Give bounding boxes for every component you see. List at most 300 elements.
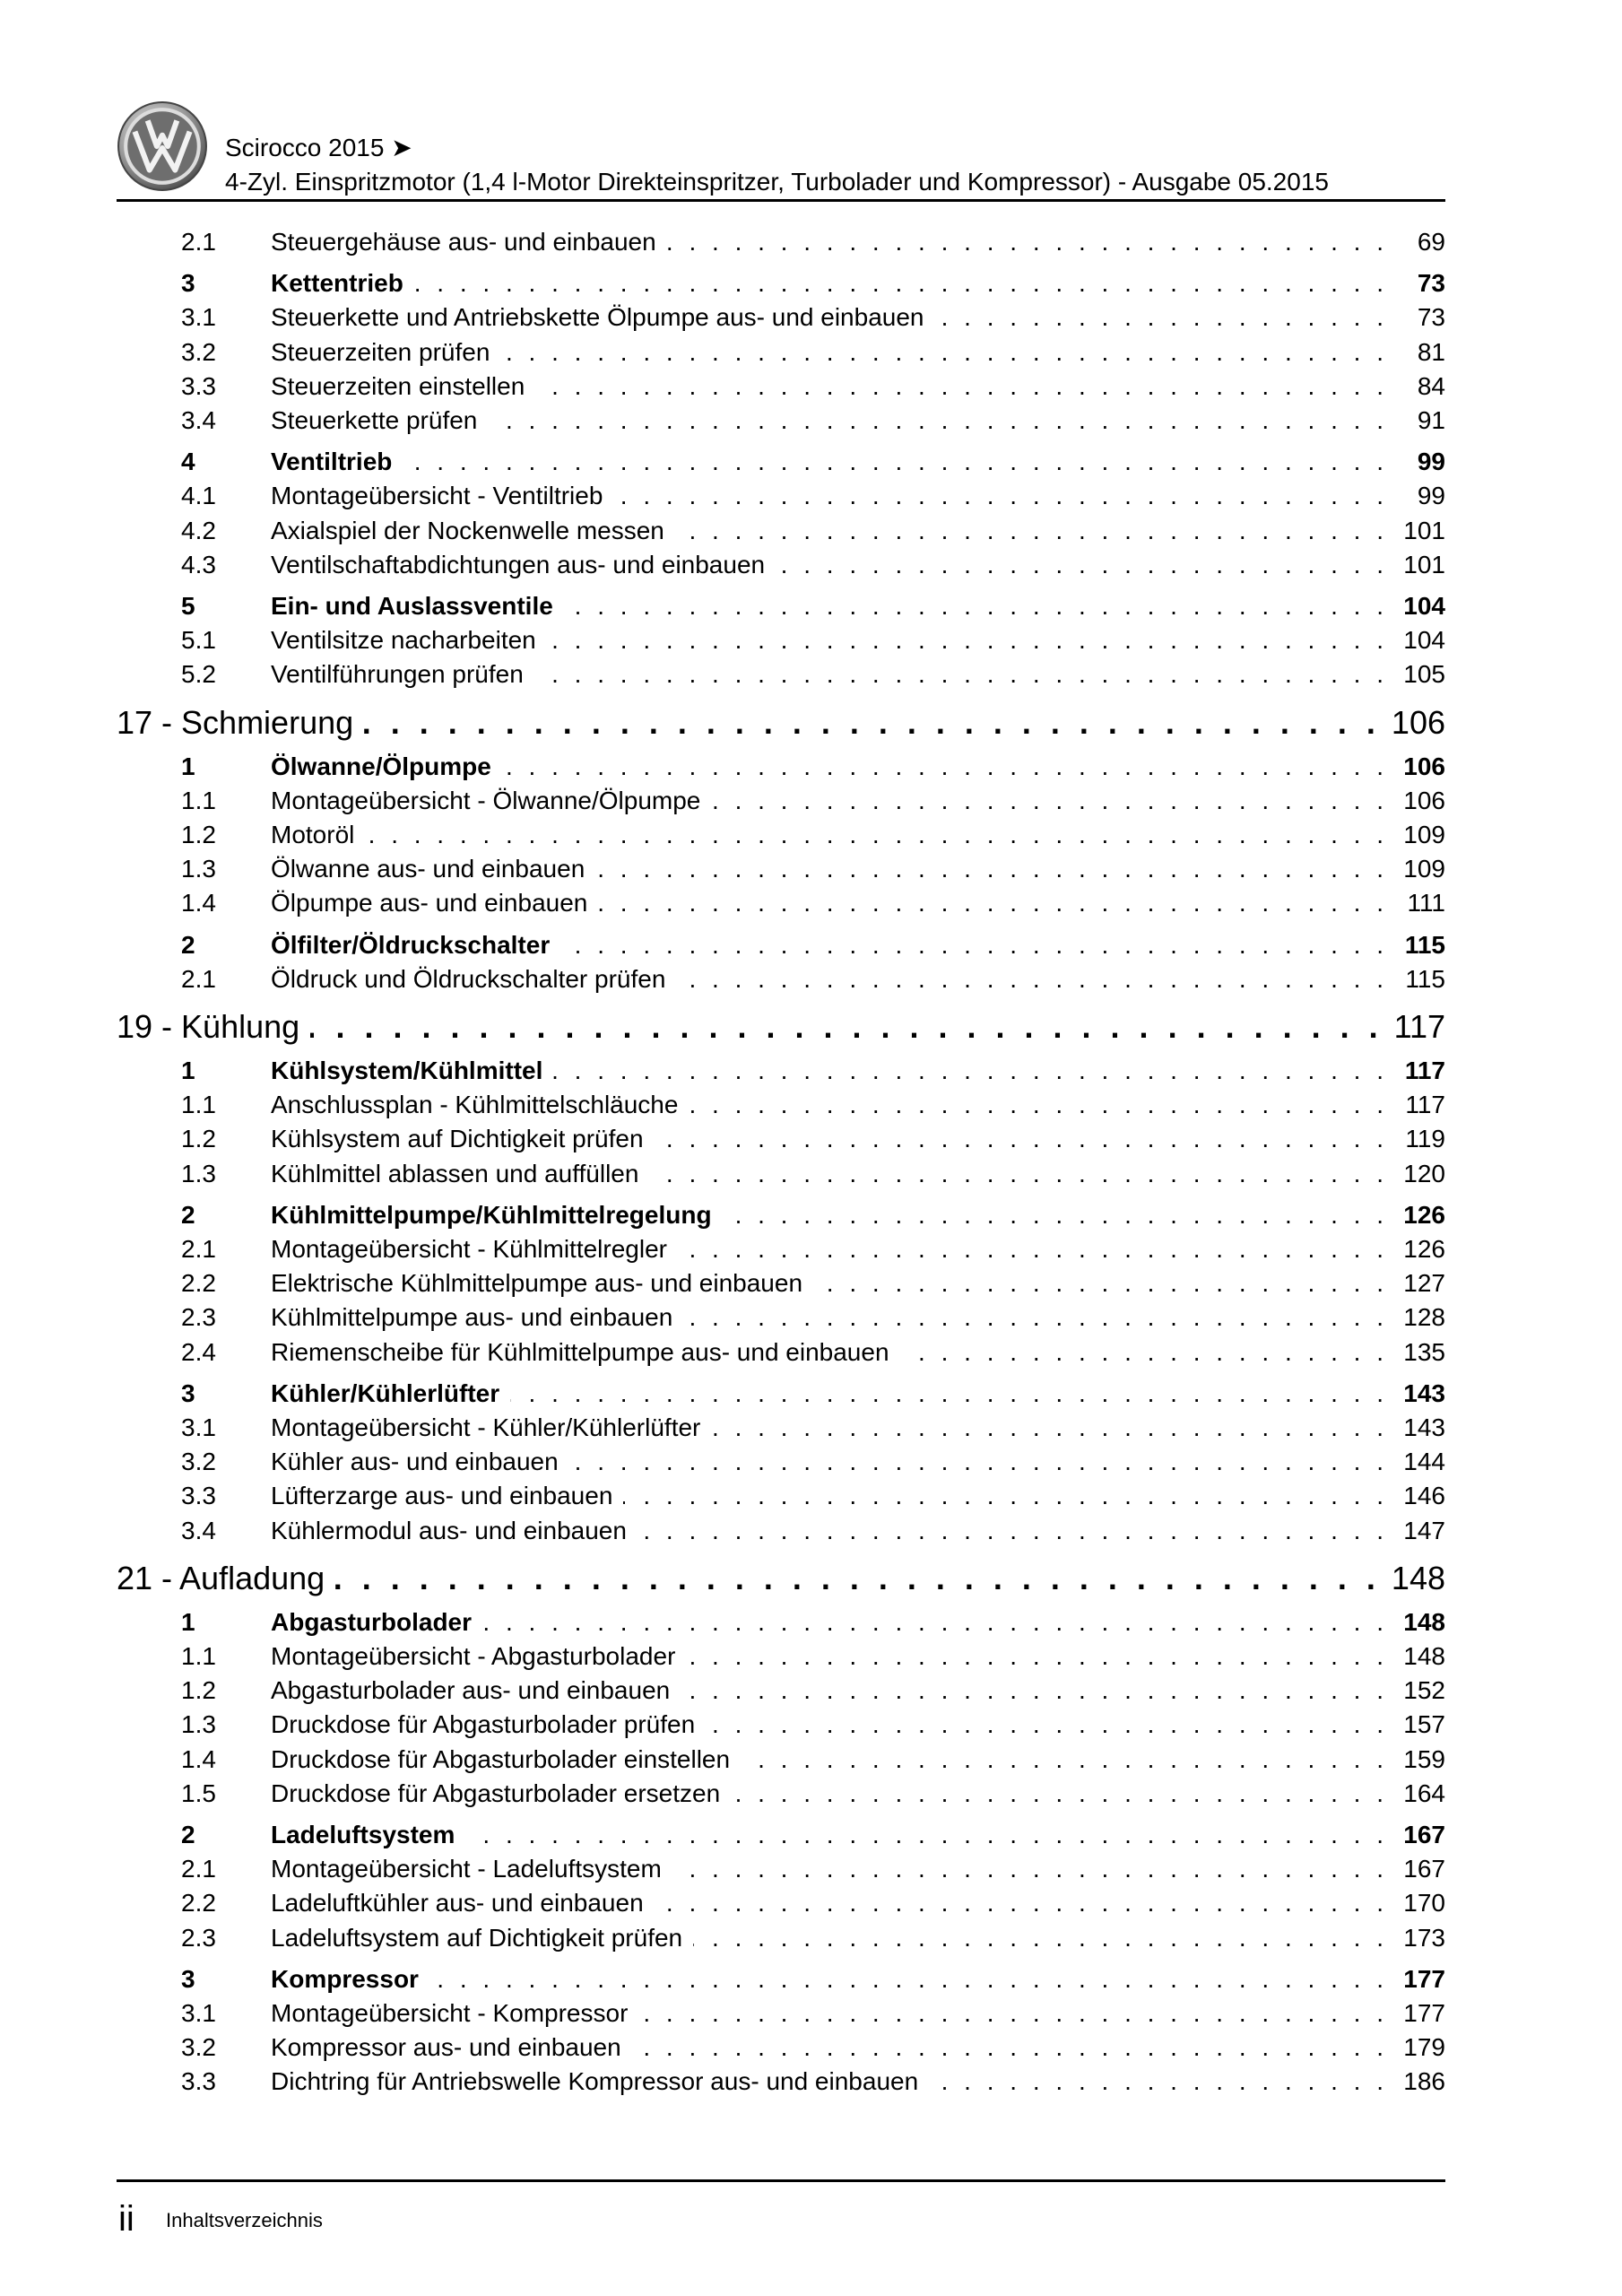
toc-title: Motoröl	[271, 821, 355, 848]
toc-entry[interactable]	[0, 1744, 1622, 1776]
toc-number: 5.1	[181, 626, 216, 655]
toc-number: 3.2	[181, 2033, 216, 2062]
toc-dot-leader	[678, 1233, 1388, 1265]
toc-title: Ölpumpe aus- und einbauen	[271, 889, 588, 918]
toc-page-number: 148	[1391, 1559, 1445, 1596]
toc-leader-line	[271, 1199, 1445, 1231]
toc-number: 1.2	[181, 1676, 216, 1705]
toc-page-number: 128	[1403, 1303, 1445, 1332]
toc-number: 2	[181, 1821, 195, 1848]
toc-entry[interactable]	[0, 1922, 1622, 1954]
toc-entry[interactable]	[0, 819, 1622, 851]
toc-number: 4.2	[181, 516, 216, 544]
toc-number: 3	[181, 269, 195, 298]
toc-page-number: 179	[1403, 2033, 1445, 2062]
toc-title: Montageübersicht - Ölwanne/Ölpumpe	[271, 786, 701, 814]
toc-dot-leader	[935, 301, 1389, 334]
toc-title: Ventilführungen prüfen	[271, 660, 524, 689]
toc-leader-line	[271, 549, 1445, 581]
toc-title: Steuerkette prüfen	[271, 406, 478, 434]
footer-label: Inhaltsverzeichnis	[166, 2209, 323, 2231]
toc-page-number: 73	[1417, 269, 1445, 298]
toc-page-number: 81	[1417, 337, 1445, 366]
toc-page-number: 148	[1403, 1642, 1445, 1670]
toc-leader-line	[271, 751, 1445, 783]
toc-number: 1.3	[181, 1710, 216, 1739]
toc-dot-leader	[638, 1515, 1388, 1547]
toc-page-number: 147	[1403, 1516, 1445, 1544]
toc-leader-line	[271, 1123, 1445, 1155]
toc-page-number: 109	[1403, 821, 1445, 848]
toc-page-number: 101	[1403, 516, 1445, 544]
toc-number: 1.2	[181, 1125, 216, 1153]
toc-leader-line	[271, 1606, 1445, 1639]
toc-page-number: 135	[1403, 1337, 1445, 1366]
toc-leader-line	[271, 963, 1445, 996]
toc-title: Steuerzeiten prüfen	[271, 337, 490, 366]
toc-page-number: 119	[1405, 1125, 1445, 1153]
toc-leader-line	[271, 1887, 1445, 1919]
toc-entry[interactable]	[0, 853, 1622, 885]
toc-dot-leader	[564, 590, 1388, 622]
toc-leader-line	[271, 1336, 1445, 1369]
toc-page-number: 104	[1403, 592, 1445, 620]
toc-title: Kettentrieb	[271, 269, 403, 298]
toc-dot-leader	[813, 1267, 1388, 1300]
toc-page-number: 84	[1417, 371, 1445, 400]
toc-title: Ölwanne/Ölpumpe	[271, 752, 491, 780]
toc-title: Montageübersicht - Kühlmittelregler	[271, 1235, 667, 1263]
toc-title: Druckdose für Abgasturbolader prüfen	[271, 1710, 696, 1739]
toc-leader-line	[271, 226, 1445, 258]
toc-number: 3.1	[181, 1413, 216, 1441]
toc-title: Steuerkette und Antriebskette Ölpumpe aus- und einbauen	[271, 303, 924, 332]
toc-section[interactable]	[0, 1819, 1622, 1851]
toc-leader-line	[271, 785, 1445, 817]
toc-number: 2.3	[181, 1303, 216, 1332]
toc-page-number: 126	[1403, 1200, 1445, 1229]
toc-dot-leader	[676, 963, 1388, 996]
toc-page-number: 117	[1405, 1091, 1445, 1119]
toc-title: Kühlsystem/Kühlmittel	[271, 1057, 543, 1084]
toc-title: 21 - Aufladung	[117, 1559, 325, 1596]
toc-page-number: 148	[1403, 1607, 1445, 1636]
toc-number: 1.3	[181, 855, 216, 883]
toc-number: 2.1	[181, 228, 216, 256]
toc-number: 1.5	[181, 1779, 216, 1807]
toc-leader-line	[271, 1778, 1445, 1810]
toc-leader-line	[271, 1446, 1445, 1478]
toc-title: Kühler aus- und einbauen	[271, 1448, 559, 1476]
toc-dot-leader	[553, 1055, 1388, 1087]
toc-number: 1.4	[181, 889, 216, 918]
toc-title: Ventilsitze nacharbeiten	[271, 626, 536, 655]
toc-dot-leader	[310, 1006, 1383, 1048]
toc-section[interactable]	[0, 1199, 1622, 1231]
toc-leader-line	[271, 1267, 1445, 1300]
toc-dot-leader	[500, 336, 1388, 369]
toc-title: Öldruck und Öldruckschalter prüfen	[271, 964, 666, 993]
toc-page-number: 177	[1403, 1964, 1445, 1993]
toc-leader-line	[271, 1640, 1445, 1673]
toc-entry[interactable]	[0, 1267, 1622, 1300]
toc-entry[interactable]	[0, 1853, 1622, 1885]
toc-leader-line	[271, 929, 1445, 961]
toc-leader-line	[271, 404, 1445, 437]
toc-entry[interactable]	[0, 1709, 1622, 1741]
toc-leader-line	[271, 1301, 1445, 1334]
toc-entry[interactable]	[0, 515, 1622, 547]
toc-title: Kühlmittelpumpe/Kühlmittelregelung	[271, 1200, 712, 1229]
toc-leader-line	[271, 1997, 1445, 2030]
toc-page-number: 106	[1403, 786, 1445, 814]
toc-dot-leader	[632, 2031, 1388, 2064]
toc-dot-leader	[900, 1336, 1388, 1369]
toc-title: 17 - Schmierung	[117, 703, 354, 741]
toc-leader-line	[271, 2066, 1445, 2098]
toc-dot-leader	[623, 1480, 1388, 1512]
toc-leader-line	[271, 370, 1445, 403]
toc-dot-leader	[686, 1640, 1388, 1673]
toc-leader-line	[271, 624, 1445, 657]
toc-page-number: 177	[1403, 1999, 1445, 2027]
toc-dot-leader	[655, 1123, 1388, 1155]
toc-entry[interactable]	[0, 1674, 1622, 1707]
toc-title: Abgasturbolader	[271, 1607, 473, 1636]
toc-section[interactable]	[0, 929, 1622, 961]
toc-number: 4.3	[181, 550, 216, 578]
toc-page-number: 167	[1403, 1821, 1445, 1848]
toc-number: 3.2	[181, 337, 216, 366]
toc-page-number: 73	[1417, 303, 1445, 332]
toc-dot-leader	[667, 226, 1388, 258]
toc-leader-line	[271, 853, 1445, 885]
toc-number: 3.2	[181, 1448, 216, 1476]
toc-number: 2.3	[181, 1923, 216, 1952]
toc-dot-leader	[655, 1887, 1388, 1919]
toc-dot-leader	[502, 751, 1388, 783]
toc-number: 3	[181, 1378, 195, 1407]
footer-page-number: ii	[118, 2199, 134, 2239]
toc-title: Druckdose für Abgasturbolader einstellen	[271, 1744, 731, 1773]
toc-number: 4.1	[181, 482, 216, 510]
toc-leader-line	[271, 1819, 1445, 1851]
toc-title: Ölwanne aus- und einbauen	[271, 855, 585, 883]
toc-title: Steuergehäuse aus- und einbauen	[271, 228, 656, 256]
toc-leader-line	[271, 887, 1445, 919]
toc-section[interactable]	[0, 751, 1622, 783]
toc-number: 1.1	[181, 1642, 216, 1670]
toc-section[interactable]	[0, 1963, 1622, 1996]
toc-section[interactable]	[0, 1055, 1622, 1087]
toc-title: 19 - Kühlung	[117, 1008, 300, 1045]
toc-entry[interactable]	[0, 1123, 1622, 1155]
toc-entry[interactable]	[0, 1301, 1622, 1334]
toc-dot-leader	[613, 480, 1388, 512]
toc-entry[interactable]	[0, 1480, 1622, 1512]
toc-title: Montageübersicht - Ventiltrieb	[271, 482, 603, 510]
toc-entry[interactable]	[0, 1640, 1622, 1673]
toc-leader-line	[271, 1709, 1445, 1741]
toc-page-number: 99	[1417, 482, 1445, 510]
toc-number: 2.1	[181, 1235, 216, 1263]
toc-number: 5	[181, 592, 195, 620]
toc-dot-leader	[693, 1922, 1388, 1954]
toc-leader-line	[117, 1006, 1445, 1048]
toc-entry[interactable]	[0, 549, 1622, 581]
toc-page-number: 99	[1417, 448, 1445, 476]
toc-dot-leader	[595, 853, 1388, 885]
toc-title: Ladeluftsystem	[271, 1821, 455, 1848]
toc-entry[interactable]	[0, 1336, 1622, 1369]
toc-leader-line	[271, 819, 1445, 851]
toc-number: 3.4	[181, 1516, 216, 1544]
toc-leader-line	[271, 446, 1445, 478]
toc-entry[interactable]	[0, 785, 1622, 817]
toc-section[interactable]	[0, 267, 1622, 300]
toc-page-number: 115	[1404, 930, 1445, 959]
toc-page-number: 69	[1417, 228, 1445, 256]
toc-number: 5.2	[181, 660, 216, 689]
toc-dot-leader	[414, 267, 1388, 300]
toc-title: Ein- und Auslassventile	[271, 592, 553, 620]
toc-leader-line	[271, 1055, 1445, 1087]
toc-title: Kühlsystem auf Dichtigkeit prüfen	[271, 1125, 644, 1153]
toc-page-number: 117	[1404, 1057, 1445, 1084]
toc-number: 2	[181, 930, 195, 959]
toc-title: Steuerzeiten einstellen	[271, 371, 525, 400]
toc-page-number: 105	[1403, 660, 1445, 689]
toc-page-number: 104	[1403, 626, 1445, 655]
toc-entry[interactable]	[0, 301, 1622, 334]
toc-section[interactable]	[0, 1606, 1622, 1639]
toc-page-number: 111	[1407, 889, 1445, 918]
toc-page-number: 173	[1403, 1923, 1445, 1952]
toc-title: Montageübersicht - Kühler/Kühlerlüfter	[271, 1413, 701, 1441]
toc-dot-leader	[731, 1778, 1388, 1810]
toc-chapter[interactable]	[0, 702, 1622, 744]
toc-number: 1.1	[181, 1091, 216, 1119]
toc-page-number: 170	[1403, 1889, 1445, 1918]
toc-page-number: 127	[1403, 1269, 1445, 1298]
toc-leader-line	[271, 301, 1445, 334]
toc-leader-line	[271, 1412, 1445, 1444]
toc-entry[interactable]	[0, 1515, 1622, 1547]
toc-entry[interactable]	[0, 1446, 1622, 1478]
vw-logo	[117, 100, 208, 192]
toc-leader-line	[271, 267, 1445, 300]
toc-leader-line	[117, 702, 1445, 744]
toc-dot-leader	[364, 702, 1381, 744]
toc-leader-line	[271, 480, 1445, 512]
toc-number: 3.3	[181, 371, 216, 400]
toc-chapter[interactable]	[0, 1558, 1622, 1599]
toc-leader-line	[271, 1515, 1445, 1547]
toc-number: 1	[181, 1607, 195, 1636]
toc-section[interactable]	[0, 446, 1622, 478]
toc-leader-line	[271, 1922, 1445, 1954]
toc-page-number: 101	[1403, 550, 1445, 578]
toc-leader-line	[271, 1853, 1445, 1885]
toc-title: Kühlermodul aus- und einbauen	[271, 1516, 627, 1544]
toc-entry[interactable]	[0, 658, 1622, 691]
toc-number: 3.1	[181, 1999, 216, 2027]
toc-dot-leader	[403, 446, 1388, 478]
toc-entry[interactable]	[0, 404, 1622, 437]
toc-leader-line	[271, 1233, 1445, 1265]
toc-page-number: 115	[1405, 964, 1445, 993]
toc-leader-line	[271, 590, 1445, 622]
toc-leader-line	[271, 1158, 1445, 1190]
toc-number: 1.4	[181, 1744, 216, 1773]
toc-dot-leader	[510, 1378, 1388, 1410]
toc-page-number: 143	[1403, 1378, 1445, 1407]
toc-page-number: 146	[1403, 1482, 1445, 1510]
toc-page-number: 109	[1403, 855, 1445, 883]
header-rule	[117, 199, 1445, 202]
toc-leader-line	[271, 515, 1445, 547]
toc-number: 2.1	[181, 1855, 216, 1883]
toc-entry[interactable]	[0, 2066, 1622, 2098]
toc-dot-leader	[535, 370, 1388, 403]
toc-dot-leader	[675, 515, 1388, 547]
toc-entry[interactable]	[0, 1887, 1622, 1919]
toc-title: Ladeluftsystem auf Dichtigkeit prüfen	[271, 1923, 683, 1952]
toc-number: 2.2	[181, 1889, 216, 1918]
toc-entry[interactable]	[0, 370, 1622, 403]
toc-leader-line	[271, 2031, 1445, 2064]
toc-chapter[interactable]	[0, 1006, 1622, 1048]
toc-page-number: 164	[1403, 1779, 1445, 1807]
toc-title: Ölfilter/Öldruckschalter	[271, 930, 551, 959]
toc-number: 2	[181, 1200, 195, 1229]
toc-dot-leader	[711, 1412, 1388, 1444]
toc-leader-line	[271, 1963, 1445, 1996]
toc-entry[interactable]	[0, 1089, 1622, 1121]
toc-leader-line	[271, 658, 1445, 691]
toc-entry[interactable]	[0, 480, 1622, 512]
toc-dot-leader	[723, 1199, 1388, 1231]
toc-title: Dichtring für Antriebswelle Kompressor aus- und einbauen	[271, 2067, 919, 2096]
toc-leader-line	[271, 1378, 1445, 1410]
toc-title: Kühler/Kühlerlüfter	[271, 1378, 500, 1407]
toc-title: Kühlmittel ablassen und auffüllen	[271, 1159, 639, 1187]
footer-rule	[117, 2179, 1445, 2182]
toc-leader-line	[271, 336, 1445, 369]
toc-dot-leader	[534, 658, 1388, 691]
toc-dot-leader	[689, 1089, 1388, 1121]
toc-dot-leader	[929, 2066, 1388, 2098]
toc-dot-leader	[547, 624, 1388, 657]
document-subtitle: 4-Zyl. Einspritzmotor (1,4 l-Motor Direkteinspritzer, Turbolader und Kompressor) - Ausgabe 05.2015	[225, 168, 1329, 196]
toc-page-number: 143	[1403, 1413, 1445, 1441]
toc-title: Abgasturbolader aus- und einbauen	[271, 1676, 671, 1705]
toc-dot-leader	[672, 1853, 1388, 1885]
toc-dot-leader	[776, 549, 1388, 581]
toc-title: Kühlmittelpumpe aus- und einbauen	[271, 1303, 673, 1332]
toc-dot-leader	[638, 1997, 1388, 2030]
toc-number: 2.1	[181, 964, 216, 993]
toc-page-number: 167	[1403, 1855, 1445, 1883]
toc-number: 1.2	[181, 821, 216, 848]
toc-number: 1	[181, 752, 195, 780]
toc-title: Montageübersicht - Ladeluftsystem	[271, 1855, 662, 1883]
toc-title: Ventilschaftabdichtungen aus- und einbauen	[271, 550, 766, 578]
toc-entry[interactable]	[0, 226, 1622, 258]
toc-dot-leader	[560, 929, 1388, 961]
toc-page-number: 144	[1403, 1448, 1445, 1476]
toc-entry[interactable]	[0, 2031, 1622, 2064]
toc-number: 1.3	[181, 1159, 216, 1187]
toc-dot-leader	[429, 1963, 1388, 1996]
toc-title: Elektrische Kühlmittelpumpe aus- und einbauen	[271, 1269, 803, 1298]
toc-title: Kompressor	[271, 1964, 419, 1993]
toc-number: 3.1	[181, 303, 216, 332]
toc-entry[interactable]	[0, 887, 1622, 919]
toc-title: Montageübersicht - Kompressor	[271, 1999, 629, 2027]
toc-page-number: 106	[1391, 703, 1445, 741]
toc-leader-line	[271, 1674, 1445, 1707]
toc-leader-line	[117, 1558, 1445, 1599]
toc-title: Montageübersicht - Abgasturbolader	[271, 1642, 676, 1670]
toc-page-number: 186	[1403, 2067, 1445, 2096]
toc-section[interactable]	[0, 590, 1622, 622]
toc-title: Druckdose für Abgasturbolader ersetzen	[271, 1779, 721, 1807]
toc-entry[interactable]	[0, 624, 1622, 657]
toc-page-number: 159	[1403, 1744, 1445, 1773]
toc-page-number: 126	[1403, 1235, 1445, 1263]
toc-page-number: 91	[1417, 406, 1445, 434]
toc-number: 3.3	[181, 1482, 216, 1510]
toc-title: Ladeluftkühler aus- und einbauen	[271, 1889, 644, 1918]
toc-title: Riemenscheibe für Kühlmittelpumpe aus- und einbauen	[271, 1337, 889, 1366]
toc-leader-line	[271, 1744, 1445, 1776]
toc-title: Anschlussplan - Kühlmittelschläuche	[271, 1091, 679, 1119]
toc-page-number: 117	[1393, 1008, 1445, 1045]
toc-title: Ventiltrieb	[271, 448, 393, 476]
toc-entry[interactable]	[0, 963, 1622, 996]
toc-entry[interactable]	[0, 1412, 1622, 1444]
toc-number: 4	[181, 448, 195, 476]
toc-dot-leader	[741, 1744, 1388, 1776]
toc-dot-leader	[465, 1819, 1388, 1851]
toc-section[interactable]	[0, 1378, 1622, 1410]
toc-dot-leader	[706, 1709, 1388, 1741]
toc-entry[interactable]	[0, 1997, 1622, 2030]
toc-page-number: 106	[1403, 752, 1445, 780]
toc-number: 2.4	[181, 1337, 216, 1366]
toc-leader-line	[271, 1089, 1445, 1121]
toc-number: 3	[181, 1964, 195, 1993]
toc-number: 3.4	[181, 406, 216, 434]
toc-dot-leader	[569, 1446, 1388, 1478]
toc-page-number: 120	[1403, 1159, 1445, 1187]
toc-number: 2.2	[181, 1269, 216, 1298]
toc-entry[interactable]	[0, 1778, 1622, 1810]
toc-page-number: 157	[1403, 1710, 1445, 1739]
toc-dot-leader	[482, 1606, 1388, 1639]
toc-number: 1	[181, 1057, 195, 1084]
toc-entry[interactable]	[0, 336, 1622, 369]
document-title: Scirocco 2015 ➤	[225, 134, 412, 161]
toc-entry[interactable]	[0, 1158, 1622, 1190]
toc-dot-leader	[649, 1158, 1388, 1190]
toc-dot-leader	[683, 1301, 1388, 1334]
toc-title: Lüfterzarge aus- und einbauen	[271, 1482, 613, 1510]
toc-dot-leader	[488, 404, 1388, 437]
toc-dot-leader	[598, 887, 1388, 919]
toc-entry[interactable]	[0, 1233, 1622, 1265]
